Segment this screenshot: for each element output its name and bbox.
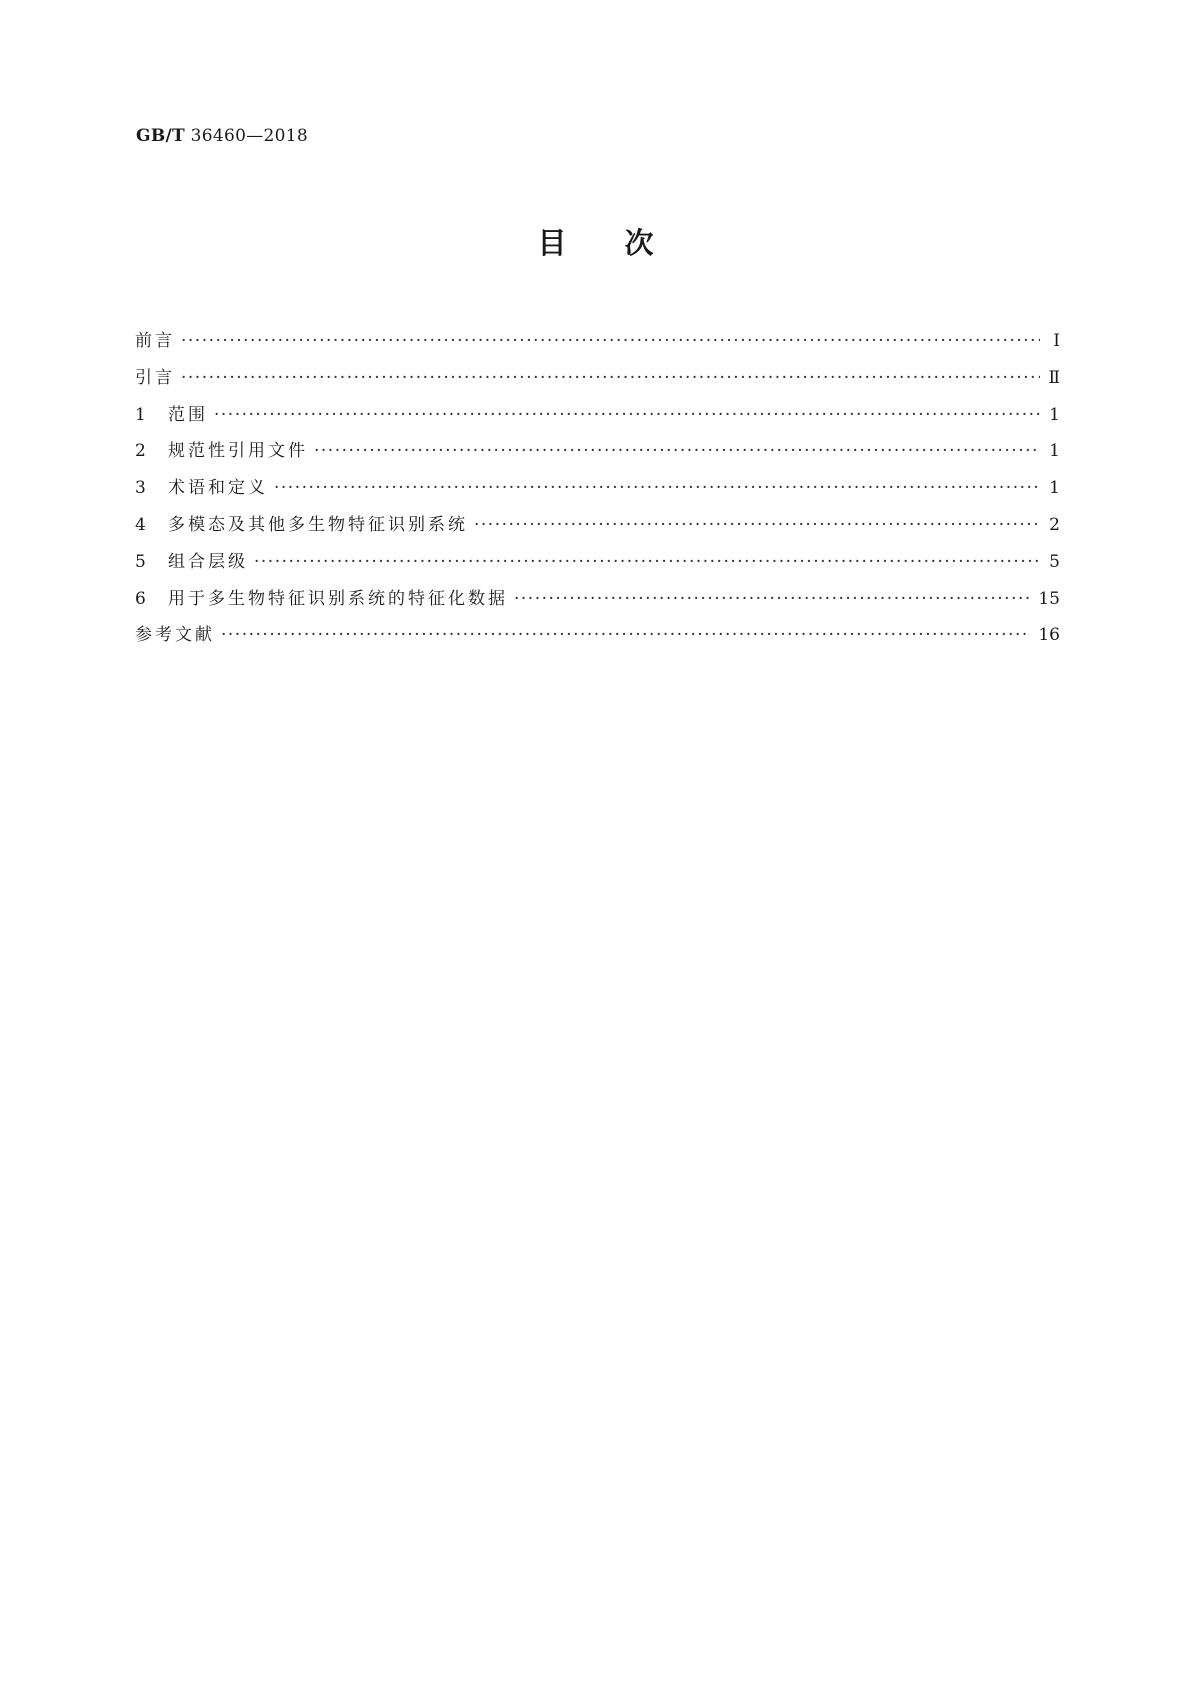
toc-leader-dots xyxy=(181,368,1040,388)
toc-entry-scope[interactable] xyxy=(135,400,1060,437)
toc-entry-introduction[interactable] xyxy=(135,363,1060,400)
toc-entry-label: 术语和定义 xyxy=(168,478,268,499)
toc-entry-label: 引言 xyxy=(135,367,175,388)
toc-entry-label: 规范性引用文件 xyxy=(168,441,308,462)
toc-leader-dots xyxy=(181,331,1040,351)
toc-entry-number: 6 xyxy=(135,588,146,609)
toc-entry-page: Ⅰ xyxy=(1053,331,1060,351)
toc-entry-multimodal-systems[interactable] xyxy=(135,510,1060,547)
toc-entry-page: 15 xyxy=(1038,588,1060,609)
toc-leader-dots xyxy=(514,589,1030,609)
toc-entry-fusion-levels[interactable] xyxy=(135,547,1060,584)
toc-leader-dots xyxy=(274,478,1040,498)
toc-entry-page: 1 xyxy=(1049,404,1060,425)
toc-entry-terms-definitions[interactable] xyxy=(135,473,1060,510)
toc-entry-page: 1 xyxy=(1049,478,1060,499)
toc-entry-number: 1 xyxy=(135,404,146,425)
toc-entry-number: 5 xyxy=(135,551,146,572)
toc-entry-page: 16 xyxy=(1038,625,1060,646)
toc-entry-page: 1 xyxy=(1049,441,1060,462)
toc-entry-label: 多模态及其他多生物特征识别系统 xyxy=(168,514,468,535)
toc-entry-label: 前言 xyxy=(135,331,175,351)
standard-code xyxy=(136,126,308,146)
toc-entry-label: 范围 xyxy=(168,404,208,425)
toc-entry-page: Ⅱ xyxy=(1048,367,1060,388)
toc-entry-page: 2 xyxy=(1049,514,1060,535)
toc-entry-label: 用于多生物特征识别系统的特征化数据 xyxy=(168,588,508,609)
toc-entry-page: 5 xyxy=(1049,551,1060,572)
toc-entry-label: 参考文献 xyxy=(135,625,215,646)
toc-entry-normative-references[interactable] xyxy=(135,436,1060,473)
toc-entry-foreword[interactable] xyxy=(135,326,1060,363)
toc-leader-dots xyxy=(254,552,1040,572)
toc-entry-bibliography[interactable] xyxy=(135,620,1060,657)
toc-entry-characterization-data[interactable] xyxy=(135,584,1060,621)
standard-prefix: GB/T xyxy=(136,126,185,146)
toc-entry-label: 组合层级 xyxy=(168,551,248,572)
toc-leader-dots xyxy=(214,405,1040,425)
toc-leader-dots xyxy=(474,515,1040,535)
toc-entry-number: 2 xyxy=(135,441,146,462)
toc-leader-dots xyxy=(221,625,1030,645)
toc-entry-number: 3 xyxy=(135,478,146,499)
page-title: 目 次 xyxy=(537,226,654,260)
toc-entry-number: 4 xyxy=(135,514,146,535)
table-of-contents xyxy=(135,326,1060,657)
standard-number: 36460—2018 xyxy=(190,126,309,146)
toc-leader-dots xyxy=(314,441,1040,461)
